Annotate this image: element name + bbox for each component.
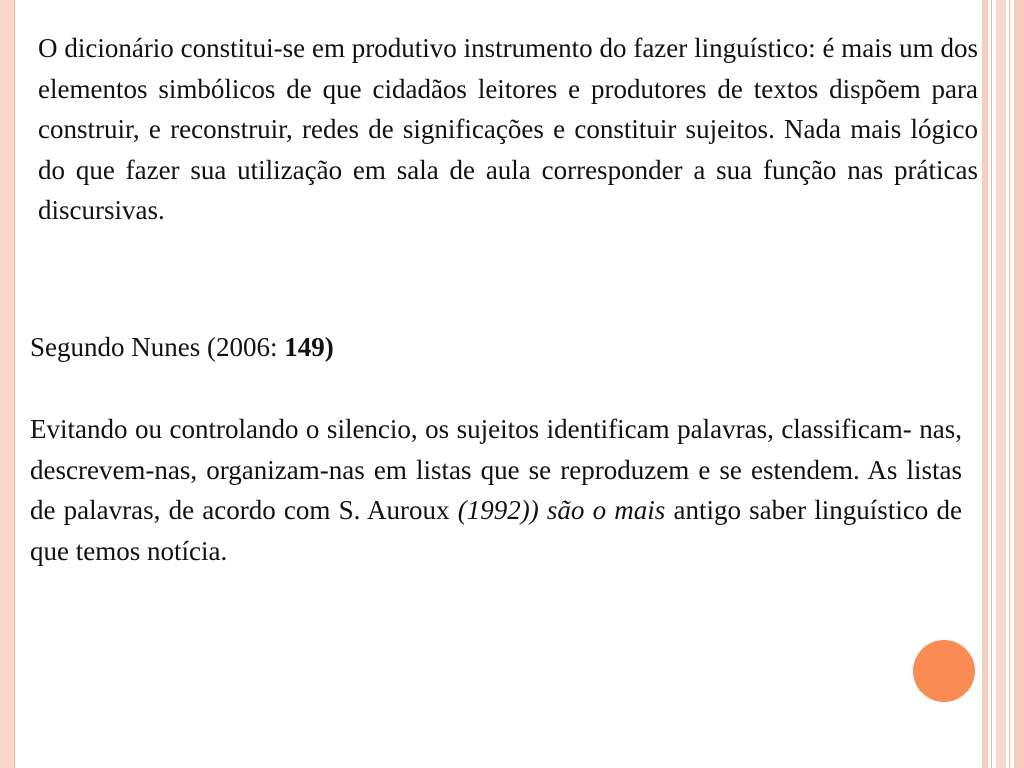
- border-stripe: [1014, 0, 1024, 768]
- left-border-decoration: [0, 0, 15, 768]
- citation-page: 149): [284, 332, 334, 362]
- border-stripe: [982, 0, 988, 768]
- citation-line: [30, 327, 630, 367]
- paragraph-bottom-part1: Evitando ou controlando o silencio, os sujeitos identificam palavras, classificam- nas, descrevem-nas, organizam-nas em listas que se reproduzem e se estendem. As listas de palavras, de acordo com S. Auroux: [30, 414, 962, 525]
- right-border-decoration: [978, 0, 1024, 768]
- paragraph-bottom-italic: (1992)) são o mais: [457, 495, 666, 525]
- border-stripe: [991, 0, 992, 768]
- citation-prefix: Segundo Nunes (2006:: [30, 332, 285, 362]
- paragraph-bottom-part2: antigo saber linguístico de que temos notícia.: [30, 495, 962, 566]
- border-stripe: [996, 0, 1006, 768]
- border-stripe: [1009, 0, 1010, 768]
- orange-circle-decoration: [913, 640, 975, 702]
- paragraph-bottom: [30, 409, 962, 571]
- paragraph-top: O dicionário constitui-se em produtivo instrumento do fazer linguístico: é mais um dos elementos simbólicos de que cidadãos leitores e produtores de textos dispõem para construir, e reconstruir, redes de significações e constituir sujeitos. Nada mais lógico do que fazer sua utilização em sala de aula corresponder a sua função nas práticas discursivas.: [38, 33, 978, 225]
